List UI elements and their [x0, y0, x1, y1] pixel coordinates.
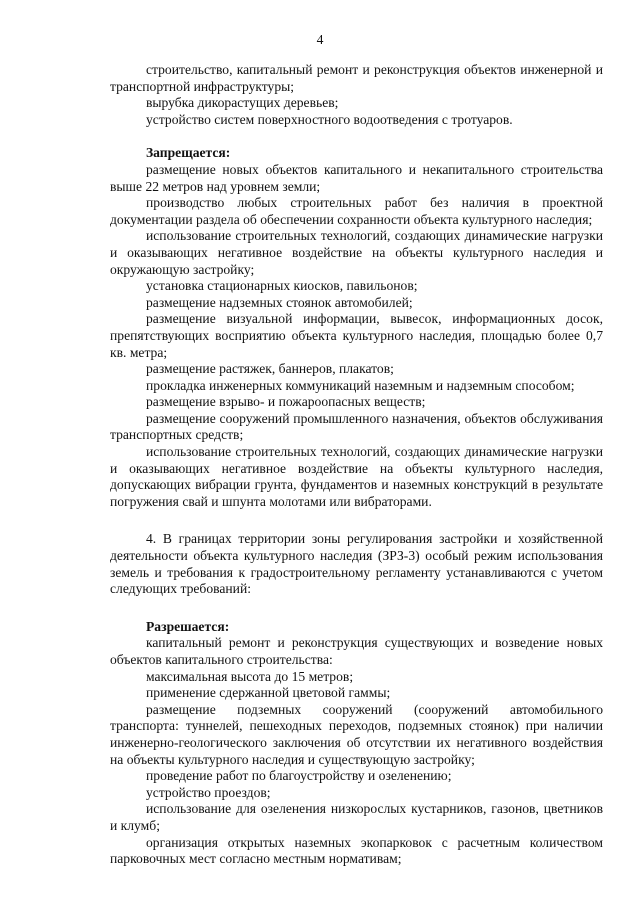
prohibited-item: установка стационарных киосков, павильонов; [146, 278, 418, 294]
prohibited-heading: Запрещается: [146, 145, 231, 161]
prohibited-item: размещение сооружений промышленного назначения, объектов обслуживания транспортных средств; [110, 410, 603, 443]
allowed-item: устройство проездов; [146, 784, 271, 800]
allowed-heading: Разрешается: [146, 618, 230, 634]
allowed-item: максимальная высота до 15 метров; [146, 668, 354, 684]
prohibited-item: размещение взрыво- и пожароопасных веществ; [146, 394, 426, 410]
prohibited-item: размещение новых объектов капитального и некапитального строительства выше 22 метров над уровнем земли; [110, 161, 603, 194]
prohibited-item: размещение визуальной информации, вывесок, информационных досок, препятствующих восприятию объекта культурного наследия, площадью более 0,7 кв. метра; [110, 311, 603, 360]
page-number: 4 [316, 32, 324, 47]
document-body [110, 62, 603, 868]
allowed-item: применение сдержанной цветовой гаммы; [146, 685, 391, 701]
paragraph: устройство систем поверхностного водоотведения с тротуаров. [146, 111, 513, 127]
prohibited-item: прокладка инженерных коммуникаций наземным и надземным способом; [146, 377, 575, 393]
allowed-item: размещение подземных сооружений (сооружений автомобильного транспорта: туннелей, пешеходных переходов, подземных стоянок) при наличии инженерно-геологического заключения об отсутствии их негативного воздействия на объекты культурного наследия и существующую застройку; [110, 701, 603, 767]
paragraph: строительство, капитальный ремонт и реконструкция объектов инженерной и транспортной инфраструктуры; [110, 62, 603, 94]
allowed-item: использование для озеленения низкорослых кустарников, газонов, цветников и клумб; [110, 801, 603, 833]
paragraph: вырубка дикорастущих деревьев; [146, 95, 339, 111]
allowed-item: организация открытых наземных экопарковок с расчетным количеством парковочных мест согласно местным нормативам; [110, 834, 603, 867]
prohibited-item: размещение растяжек, баннеров, плакатов; [146, 361, 394, 377]
prohibited-item: использование строительных технологий, создающих динамические нагрузки и оказывающих негативное воздействие на объекты культурного наследия, допускающих вибрации грунта, фундаментов и наземных конструкций в результате погружения свай и шпунта молотами или вибраторами. [110, 444, 603, 509]
section-4-paragraph: 4. В границах территории зоны регулирования застройки и хозяйственной деятельности объекта культурного наследия (ЗРЗ-3) особый режим использования земель и требования к градостроительному регламенту устанавливаются с учетом следующих требований: [110, 531, 603, 597]
prohibited-item: производство любых строительных работ без наличия в проектной документации раздела об обеспечении сохранности объекта культурного наследия; [110, 195, 603, 227]
prohibited-item: использование строительных технологий, создающих динамические нагрузки и оказывающих негативное воздействие на объекты культурного наследия и окружающую застройку; [110, 228, 603, 277]
allowed-item: капитальный ремонт и реконструкция существующих и возведение новых объектов капитального строительства: [110, 635, 603, 667]
allowed-item: проведение работ по благоустройству и озеленению; [146, 768, 452, 784]
prohibited-item: размещение надземных стоянок автомобилей; [146, 294, 413, 310]
